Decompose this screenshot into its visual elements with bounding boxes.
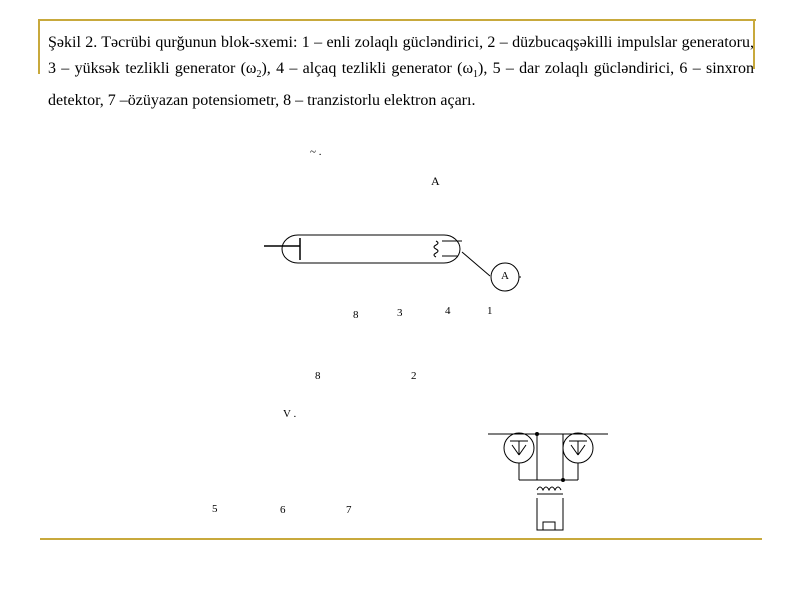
label-5: 5 <box>212 503 218 515</box>
output-loop <box>537 498 563 530</box>
caption-part-2: ), 4 – alçaq tezlikli generator (ω <box>261 60 473 77</box>
caption-subscript-2: 1 <box>472 69 478 81</box>
label-8-mid: 8 <box>315 370 321 382</box>
caption-part-3: ), 5 – dar zolaqlı gücləndirici, 6 – sinxron detektor, 7 –özüyazan potensiometr, 8 – tranzistorlu elektron açarı. <box>48 60 754 110</box>
a-top-label: A <box>431 174 440 188</box>
label-7: 7 <box>346 504 352 516</box>
label-2: 2 <box>411 370 417 382</box>
output-pulse <box>543 522 555 530</box>
tilde-label: ~ . <box>310 146 322 158</box>
v-mark-label: V . <box>283 408 297 420</box>
caption-subscript-1: 2 <box>256 69 262 81</box>
junction-dot-right <box>561 478 565 482</box>
caption-part-1: Şəkil 2. Təcrübi qurğunun blok-sxemi: 1 – enli zolaqlı gücləndirici, 2 – düzbucaqşəkilli impulslar generatoru, 3 – yüksək tezlikli generator (ω <box>48 34 754 77</box>
tube-output-wire <box>462 252 490 276</box>
label-3: 3 <box>397 307 403 319</box>
tube-filament <box>434 241 438 257</box>
label-4: 4 <box>445 305 451 317</box>
transistor-right-symbol <box>569 441 587 455</box>
label-8-top: 8 <box>353 309 359 321</box>
label-6: 6 <box>280 504 286 516</box>
ammeter-label: A <box>501 270 509 282</box>
label-1: 1 <box>487 305 493 317</box>
transformer-coil <box>537 487 561 490</box>
junction-dot-left <box>535 432 539 436</box>
tube-outline <box>282 235 460 263</box>
transistor-left-symbol <box>510 441 528 455</box>
